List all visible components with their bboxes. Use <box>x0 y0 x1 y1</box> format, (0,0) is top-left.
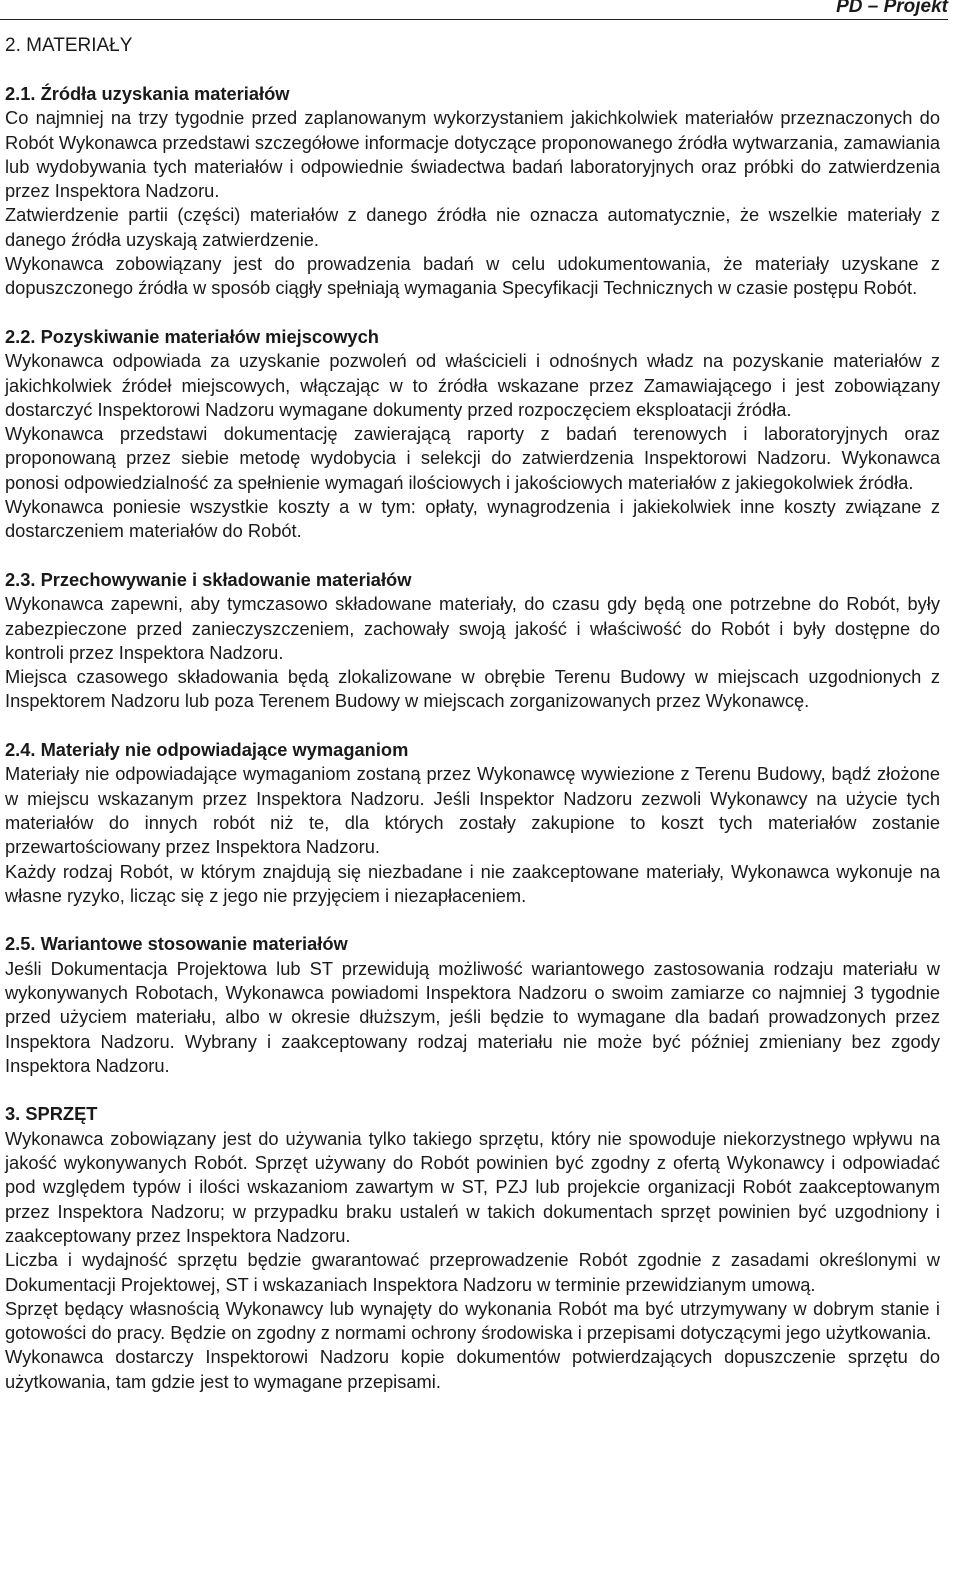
paragraph: Wykonawca zobowiązany jest do używania tylko takiego sprzętu, który nie spowoduje niekorzystnego wpływu na jakość wykonywanych Robót. Sprzęt używany do Robót powinien być zgodny z ofertą Wykonawcy i odpowiadać pod względem typów i ilości wskazaniom zawartym w ST, PZJ lub projekcie organizacji Robót zaakceptowanym przez Inspektora Nadzoru; w przypadku braku ustaleń w takich dokumentach sprzęt powinien być uzgodniony i zaakceptowany przez Inspektora Nadzoru. <box>5 1127 940 1246</box>
project-label: PD – Projekt <box>836 0 948 17</box>
section-3-equipment <box>5 1102 940 1394</box>
paragraph: Materiały nie odpowiadające wymaganiom zostaną przez Wykonawcę wywiezione z Terenu Budowy, bądź złożone w miejscu wskazanym przez Inspektora Nadzoru. Jeśli Inspektor Nadzoru zezwoli Wykonawcy na użycie tych materiałów do innych robót niż te, dla których zostały zakupione to koszt tych materiałów zostanie przewartościowany przez Inspektora Nadzoru. <box>5 763 940 858</box>
subsection-heading: 2.5. Wariantowe stosowanie materiałów <box>5 933 348 955</box>
paragraph: Liczba i wydajność sprzętu będzie gwarantować przeprowadzenie Robót zgodnie z zasadami określonymi w Dokumentacji Projektowej, ST i wskazaniach Inspektora Nadzoru w terminie przewidzianym umową. <box>5 1249 940 1295</box>
subsection-2-3 <box>5 568 940 714</box>
subsection-heading: 2.3. Przechowywanie i składowanie materiałów <box>5 568 412 590</box>
paragraph: Wykonawca dostarczy Inspektorowi Nadzoru kopie dokumentów potwierdzających dopuszczenie sprzętu do użytkowania, tam gdzie jest to wymagane przepisami. <box>5 1346 940 1392</box>
subsection-2-2 <box>5 325 940 544</box>
page-header <box>0 0 948 20</box>
section-heading: 3. SPRZĘT <box>5 1103 98 1125</box>
paragraph: Jeśli Dokumentacja Projektowa lub ST przewidują możliwość wariantowego zastosowania rodzaju materiału w wykonywanych Robotach, Wykonawca powiadomi Inspektora Nadzoru o swoim zamiarze co najmniej 3 tygodnie przed użyciem materiału, albo w okresie dłuższym, jeśli będzie to wymagane dla badań prowadzonych przez Inspektora Nadzoru. Wybrany i zaakceptowany rodzaj materiału nie może być później zmieniany bez zgody Inspektora Nadzoru. <box>5 957 940 1076</box>
paragraph: Wykonawca zapewni, aby tymczasowo składowane materiały, do czasu gdy będą one potrzebne do Robót, były zabezpieczone przed zanieczyszczeniem, zachowały swoją jakość i właściwość do Robót i były dostępne do kontroli przez Inspektora Nadzoru. <box>5 593 940 663</box>
paragraph: Wykonawca poniesie wszystkie koszty a w tym: opłaty, wynagrodzenia i jakiekolwiek inne koszty związane z dostarczeniem materiałów do Robót. <box>5 496 940 542</box>
paragraph: Co najmniej na trzy tygodnie przed zaplanowanym wykorzystaniem jakichkolwiek materiałów przeznaczonych do Robót Wykonawca przedstawi szczegółowe informacje dotyczące proponowanego źródła wytwarzania, zamawiania lub wydobywania tych materiałów i odpowiednie świadectwa badań laboratoryjnych oraz próbki do zatwierdzenia przez Inspektora Nadzoru. <box>5 107 940 202</box>
paragraph: Miejsca czasowego składowania będą zlokalizowane w obrębie Terenu Budowy w miejscach uzgodnionych z Inspektorem Nadzoru lub poza Terenem Budowy w miejscach zorganizowanych przez Wykonawcę. <box>5 666 940 712</box>
subsection-2-4 <box>5 738 940 908</box>
paragraph: Sprzęt będący własnością Wykonawcy lub wynajęty do wykonania Robót ma być utrzymywany w dobrym stanie i gotowości do pracy. Będzie on zgodny z normami ochrony środowiska i przepisami dotyczącymi jego użytkowania. <box>5 1297 940 1344</box>
paragraph: Zatwierdzenie partii (części) materiałów z danego źródła nie oznacza automatycznie, że wszelkie materiały z danego źródła uzyskają zatwierdzenie. <box>5 204 940 250</box>
paragraph: Wykonawca odpowiada za uzyskanie pozwoleń od właścicieli i odnośnych władz na pozyskanie materiałów z jakichkolwiek źródeł miejscowych, włączając w to źródła wskazane przez Zamawiającego i jest zobowiązany dostarczyć Inspektorowi Nadzoru wymagane dokumenty przed rozpoczęciem eksploatacji źródła. <box>5 350 940 420</box>
subsection-2-1 <box>5 82 940 301</box>
subsection-heading: 2.1. Źródła uzyskania materiałów <box>5 83 290 104</box>
subsection-2-5 <box>5 932 940 1078</box>
subsection-heading: 2.2. Pozyskiwanie materiałów miejscowych <box>5 325 379 347</box>
paragraph: Każdy rodzaj Robót, w którym znajdują się niezbadane i nie zaakceptowane materiały, Wykonawca wykonuje na własne ryzyko, licząc się z jego nie przyjęciem i niezapłaceniem. <box>5 860 940 906</box>
document-body <box>5 82 940 1394</box>
section-title: 2. MATERIAŁY <box>5 35 133 56</box>
paragraph: Wykonawca zobowiązany jest do prowadzenia badań w celu udokumentowania, że materiały uzyskane z dopuszczonego źródła w sposób ciągły spełniają wymagania Specyfikacji Technicznych w czasie postępu Robót. <box>5 253 940 299</box>
paragraph: Wykonawca przedstawi dokumentację zawierającą raporty z badań terenowych i laboratoryjnych oraz proponowaną przez siebie metodę wydobycia i selekcji do zatwierdzenia Inspektorowi Nadzoru. Wykonawca ponosi odpowiedzialność za spełnienie wymagań ilościowych i jakościowych materiałów z jakiegokolwiek źródła. <box>5 423 940 493</box>
subsection-heading: 2.4. Materiały nie odpowiadające wymaganiom <box>5 739 409 761</box>
